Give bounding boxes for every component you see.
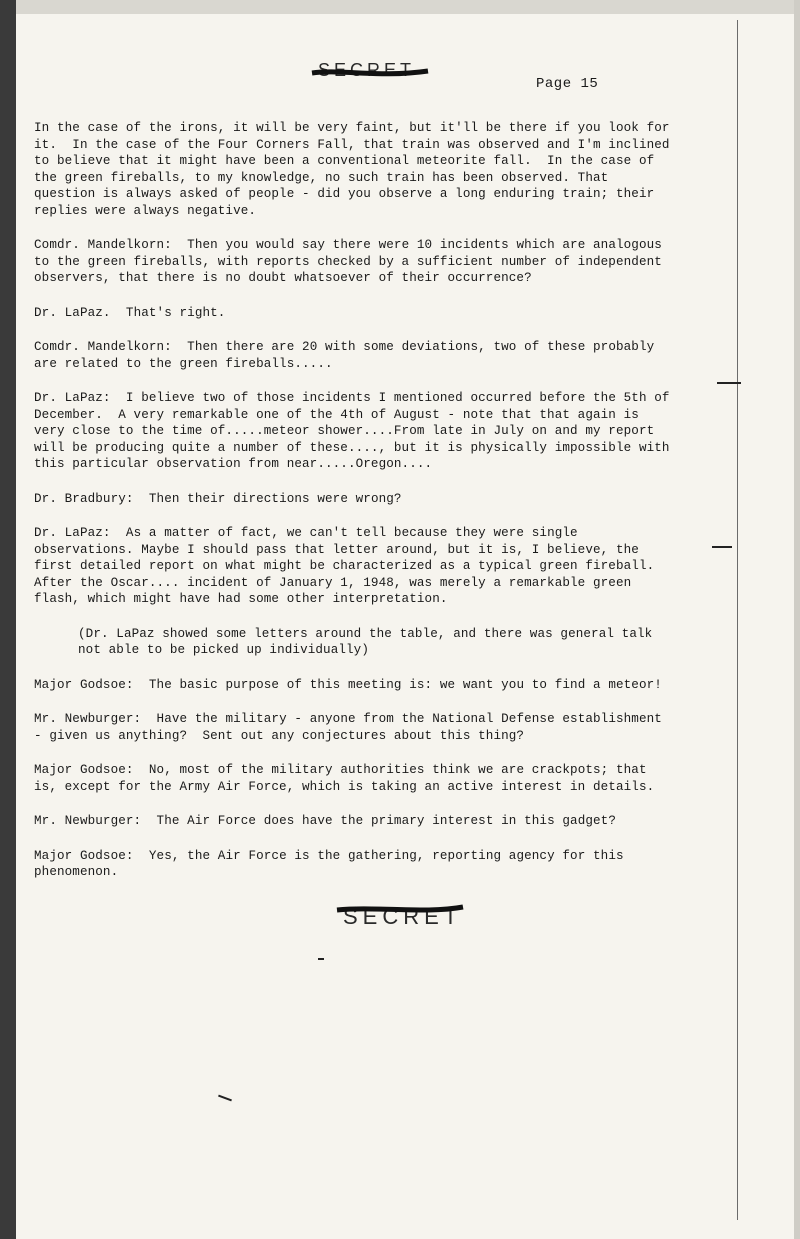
svg-text:SECRET: SECRET <box>318 60 416 80</box>
scan-top-edge <box>0 0 800 14</box>
paragraph: Mr. Newburger: The Air Force does have the primary interest in this gadget? <box>34 814 616 828</box>
speaker-name: Major Godsoe: <box>34 677 134 692</box>
stage-direction: (Dr. LaPaz showed some letters around the table, and there was general talk not able to be picked up individually) <box>78 626 660 657</box>
paragraph: Dr. LaPaz: I believe two of those incidents I mentioned occurred before the 5th of December. A very remarkable one of the 4th of August - note that that again is very close to the time of.....meteor shower....From late in July on and my report will be producing quite a number of these...., but it is physically impossible with this particular observation from near.....Oregon.... <box>34 391 678 471</box>
speaker-name: Major Godsoe: <box>34 763 134 777</box>
margin-rule <box>737 20 738 1220</box>
paragraph: Major Godsoe: Yes, the Air Force is the gathering, reporting agency for this phenomenon. <box>34 848 632 879</box>
page-number: Page 15 <box>536 76 599 92</box>
secret-stamp-top <box>310 56 430 84</box>
speaker-name: Dr. LaPaz: <box>34 526 111 540</box>
paragraph: Dr. Bradbury: Then their directions were wrong? <box>34 491 402 506</box>
speaker-name: Comdr. Mandelkorn: <box>34 340 172 354</box>
speaker-name: Mr. Newburger: <box>34 712 142 726</box>
paragraph: In the case of the irons, it will be very faint, but it'll be there if you look for it. In the case of the Four Corners Fall, that train was observed and I'm inclined to believe that it might have been a conventional meteorite fall. In the case of the green fireballs, to my knowledge, no such train has been observed. That question is always asked of people - did you observe a long enduring train; their replies were always negative. <box>34 121 678 218</box>
scan-right-edge <box>794 0 800 1239</box>
stray-mark <box>318 958 324 960</box>
paragraph: Comdr. Mandelkorn: Then there are 20 with some deviations, two of these probably are related to the green fireballs..... <box>34 340 662 371</box>
paragraph: Dr. LaPaz: As a matter of fact, we can't tell because they were single observations. Maybe I should pass that letter around, but it is, I believe, the first detailed report on what might be characterized as a typical green fireball. After the Oscar.... incident of January 1, 1948, was merely a remarkable green flash, which might have had some other interpretation. <box>34 526 670 606</box>
scan-left-edge <box>0 0 16 1239</box>
stray-mark <box>218 1095 232 1102</box>
paragraph: Dr. LaPaz. That's right. <box>34 305 226 320</box>
speaker-name: Dr. LaPaz: <box>34 391 111 405</box>
svg-text:SECRET: SECRET <box>343 904 463 929</box>
paragraph: Major Godsoe: No, most of the military authorities think we are crackpots; that is, except for the Army Air Force, which is taking an active interest in details. <box>34 763 655 794</box>
paragraph: Major Godsoe: The basic purpose of this meeting is: we want you to find a meteor! <box>34 677 662 692</box>
transcript-body <box>34 120 678 899</box>
paragraph: Comdr. Mandelkorn: Then you would say there were 10 incidents which are analogous to the green fireballs, with reports checked by a sufficient number of independent observers, that there is no doubt whatsoever of their occurrence? <box>34 238 670 285</box>
secret-stamp-bottom <box>335 898 465 932</box>
margin-dash <box>717 382 741 384</box>
speaker-name: Dr. Bradbury: <box>34 491 134 506</box>
paragraph: Mr. Newburger: Have the military - anyone from the National Defense establishment - given us anything? Sent out any conjectures about this thing? <box>34 712 670 743</box>
speaker-name: Mr. Newburger: <box>34 814 142 828</box>
speaker-name: Major Godsoe: <box>34 848 134 863</box>
margin-dash <box>712 546 732 548</box>
speaker-name: Comdr. Mandelkorn: <box>34 238 172 252</box>
speaker-name: Dr. LaPaz. <box>34 305 111 320</box>
